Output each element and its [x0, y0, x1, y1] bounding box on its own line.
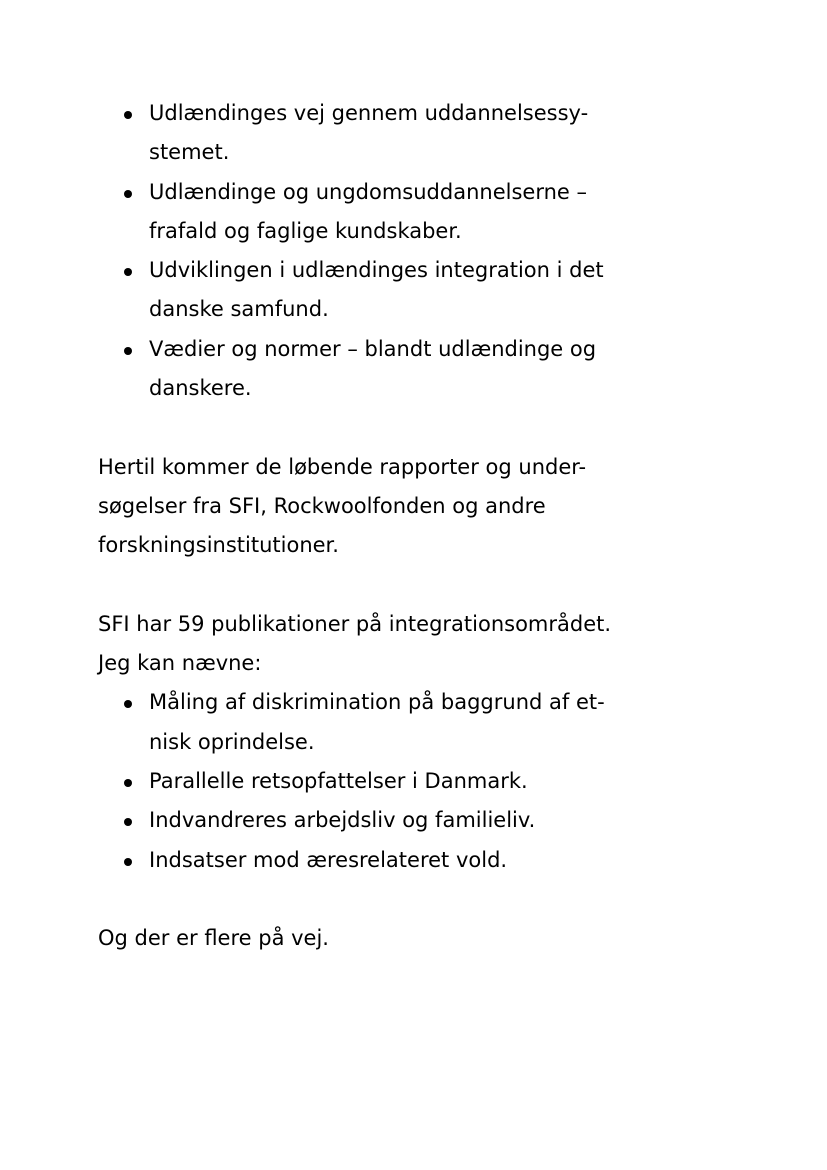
list-item-text: danske samfund.	[149, 297, 329, 322]
list-item-text: Måling af diskrimination på baggrund af et-	[149, 690, 605, 715]
list-item	[98, 330, 658, 409]
list-item	[98, 94, 658, 173]
paragraph-line: forskningsinstitutioner.	[98, 533, 339, 558]
list-item-text: Indvandreres arbejdsliv og familieliv.	[149, 808, 536, 833]
paragraph-line: Og der er flere på vej.	[98, 926, 329, 951]
list-item	[98, 762, 658, 801]
bullet-icon	[124, 858, 132, 866]
bullet-list-publications	[98, 683, 658, 879]
bullet-icon	[124, 700, 132, 708]
bullet-list-studies	[98, 94, 658, 408]
paragraph-spacer	[98, 566, 658, 605]
paragraph-reports	[98, 448, 658, 566]
paragraph-line: Jeg kan nævne:	[98, 651, 262, 676]
list-item-text: Indsatser mod æresrelateret vold.	[149, 847, 508, 872]
list-item-text: nisk oprindelse.	[149, 729, 315, 754]
paragraph-line: Hertil kommer de løbende rapporter og under-	[98, 454, 587, 479]
document-page	[98, 94, 658, 959]
paragraph-closing	[98, 919, 658, 958]
list-item-text: frafald og faglige kundskaber.	[149, 218, 462, 243]
paragraph-sfi-publications	[98, 605, 658, 684]
bullet-icon	[124, 190, 132, 198]
bullet-icon	[124, 347, 132, 355]
list-item	[98, 251, 658, 330]
list-item-text: stemet.	[149, 140, 230, 165]
list-item-text: Udlændinge og ungdomsuddannelserne –	[149, 179, 587, 204]
list-item-text: Parallelle retsopfattelser i Danmark.	[149, 769, 528, 794]
list-item-text: Udviklingen i udlændinges integration i det	[149, 258, 604, 283]
bullet-icon	[124, 111, 132, 119]
list-item-text: Udlændinges vej gennem uddannelsessy-	[149, 101, 589, 125]
paragraph-line: SFI har 59 publikationer på integrationsområdet.	[98, 611, 612, 636]
paragraph-spacer	[98, 880, 658, 919]
list-item	[98, 801, 658, 840]
list-item-text: danskere.	[149, 376, 252, 401]
paragraph-spacer	[98, 408, 658, 447]
bullet-icon	[124, 818, 132, 826]
paragraph-line: søgelser fra SFI, Rockwoolfonden og andre	[98, 493, 546, 518]
list-item	[98, 683, 658, 762]
bullet-icon	[124, 779, 132, 787]
list-item	[98, 841, 658, 880]
list-item	[98, 173, 658, 252]
list-item-text: Vædier og normer – blandt udlændinge og	[149, 336, 597, 361]
bullet-icon	[124, 268, 132, 276]
